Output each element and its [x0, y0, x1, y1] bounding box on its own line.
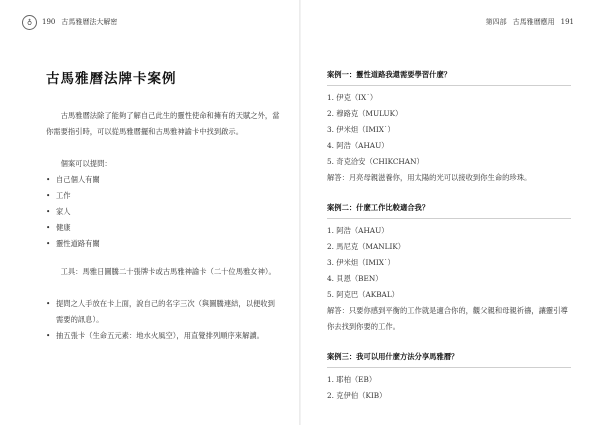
list-item: • 抽五張卡（生命五元素：地水火風空），用直覺排列順序來解讀。	[46, 328, 282, 344]
list-item: 2. 克伊伯（KIB）	[327, 391, 387, 400]
case-one	[327, 66, 571, 186]
case-question: 案例三：我可以用什麼方法分享馬雅曆？	[327, 352, 459, 361]
left-page-number: 190	[42, 18, 56, 26]
case-question: 案例二：什麼工作比較適合我？	[327, 203, 430, 212]
section-title: 古馬雅曆法牌卡案例	[46, 71, 177, 87]
case-question: 案例一：靈性道路我還需要學習什麼？	[327, 70, 452, 79]
part-label: 第四部	[485, 18, 507, 26]
list-item: 1. 阿浩（AHAU）	[327, 226, 389, 235]
list-item: • 靈性道路有關	[46, 236, 282, 252]
case-answer: 解答：只要你感到平衡的工作就是適合你的，觀父親和母親祈禱，讓靈引導你去找到你要的工作。	[327, 306, 568, 331]
list-item: 1. 耶柏（EB）	[327, 375, 377, 384]
list-item: 4. 貝恩（BEN）	[327, 274, 383, 283]
list-item: 3. 伊米炟（IMIX˙）	[327, 125, 395, 134]
divider	[327, 218, 571, 219]
left-book-title: 古馬雅曆法大解密	[61, 18, 118, 26]
spacer	[327, 335, 571, 348]
right-page-number: 191	[560, 18, 574, 26]
list-item: 5. 阿克巴（AKBAL）	[327, 290, 399, 299]
left-running-header	[22, 14, 123, 30]
case-answer: 解答：月亮母親滋養你，用太陽的光可以接收到你生命的珍珠。	[327, 173, 532, 182]
case-topic-list	[46, 172, 282, 252]
right-section-title: 古馬雅曆應用	[512, 18, 555, 26]
case-column	[327, 66, 571, 404]
steps-list	[46, 296, 282, 344]
list-item: 4. 阿浩（AHAU）	[327, 141, 389, 150]
right-running-header	[486, 14, 574, 30]
list-item: • 工作	[46, 188, 282, 204]
divider	[327, 367, 571, 368]
cases-label: 個案可以提問：	[60, 159, 112, 168]
list-item: • 自己個人有關	[46, 172, 282, 188]
list-item: 1. 伊克（IX˙）	[327, 93, 378, 102]
list-item: • 家人	[46, 204, 282, 220]
list-item: 5. 奇克洽安（CHIKCHAN）	[327, 157, 424, 166]
tools-paragraph: 工具：馬雅日圖騰二十張牌卡或古馬雅神諭卡（二十位馬雅女神）。	[60, 267, 276, 276]
case-two	[327, 199, 571, 335]
list-item: • 健康	[46, 220, 282, 236]
intro-paragraph: 古馬雅曆法除了能夠了解自己此生的靈性使命和擁有的天賦之外，當你需要指引時，可以從馬雅曆擺和古馬雅神諭卡中找到啟示。	[46, 111, 280, 136]
list-item: 2. 馬尼克（MANLIK）	[327, 242, 406, 251]
list-item: • 提問之人手放在卡上面，說自己的名字三次（與圖騰連結，以便收到需要的訊息）。	[46, 296, 282, 328]
list-item: 2. 穆路克（MULUK）	[327, 109, 403, 118]
divider	[327, 85, 571, 86]
list-item: 3. 伊米炟（IMIX˙）	[327, 258, 395, 267]
case-three	[327, 348, 571, 404]
page-gutter	[299, 0, 301, 425]
spacer	[327, 186, 571, 199]
publisher-logo-icon: ♁	[22, 15, 37, 30]
